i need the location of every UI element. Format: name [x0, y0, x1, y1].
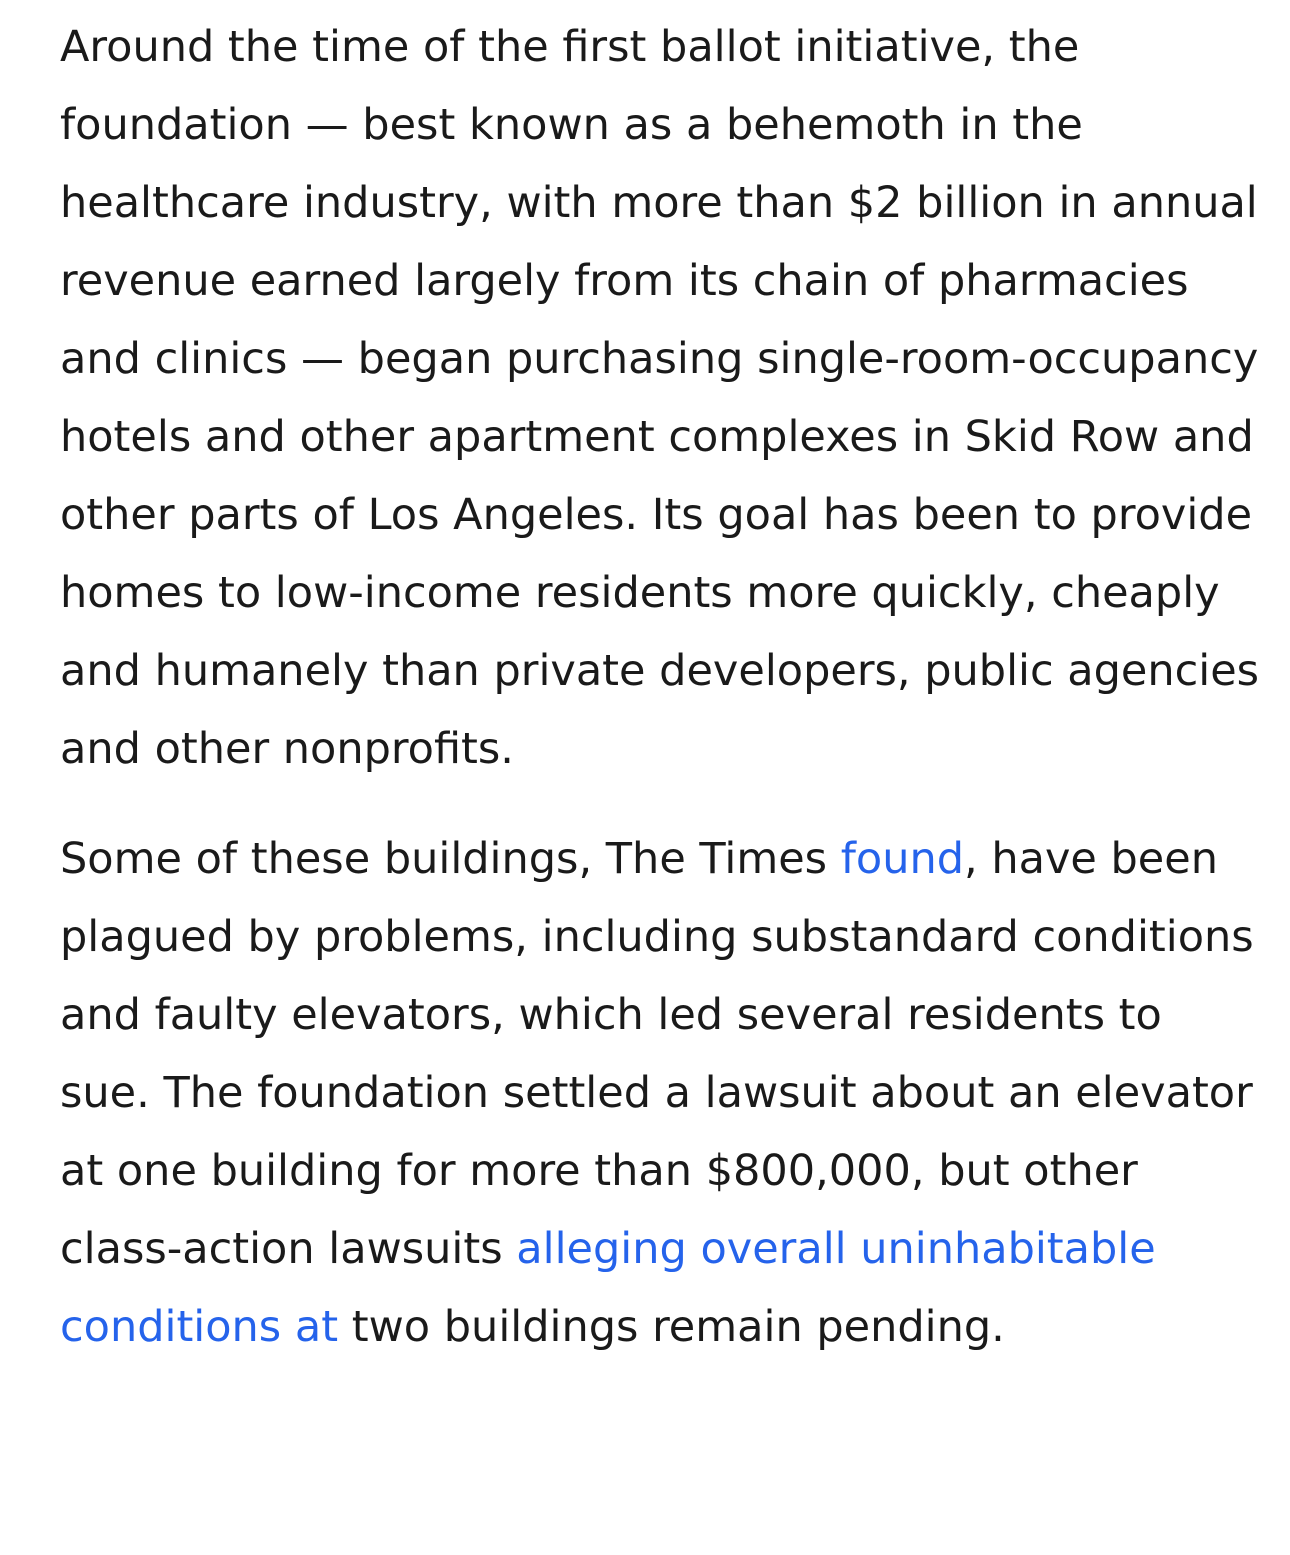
article-body — [60, 8, 1260, 1398]
paragraph-2 — [60, 820, 1260, 1366]
alleging-conditions-link[interactable]: alleging overall uninhabitable conditions at — [60, 1224, 1156, 1352]
paragraph-2-text-start: Some of these buildings, The Times — [60, 834, 841, 884]
paragraph-1 — [60, 8, 1260, 788]
paragraph-2-text-middle: , have been plagued by problems, including substandard conditions and faulty elevators, which led several residents to sue. The foundation settled a lawsuit about an elevator at one building for more than $800,000, but other class-action lawsuits — [60, 834, 1254, 1274]
paragraph-1-text: Around the time of the first ballot initiative, the foundation — best known as a behemoth in the healthcare industry, with more than $2 billion in annual revenue earned largely from its chain of pharmacies and clinics — began purchasing single-room-occupancy hotels and other apartment complexes in Skid Row and other parts of Los Angeles. Its goal has been to provide homes to low-income residents more quickly, cheaply and humanely than private developers, public agencies and other nonprofits. — [60, 22, 1260, 774]
found-link[interactable]: found — [840, 834, 964, 884]
paragraph-2-text-end: two buildings remain pending. — [338, 1302, 1005, 1352]
